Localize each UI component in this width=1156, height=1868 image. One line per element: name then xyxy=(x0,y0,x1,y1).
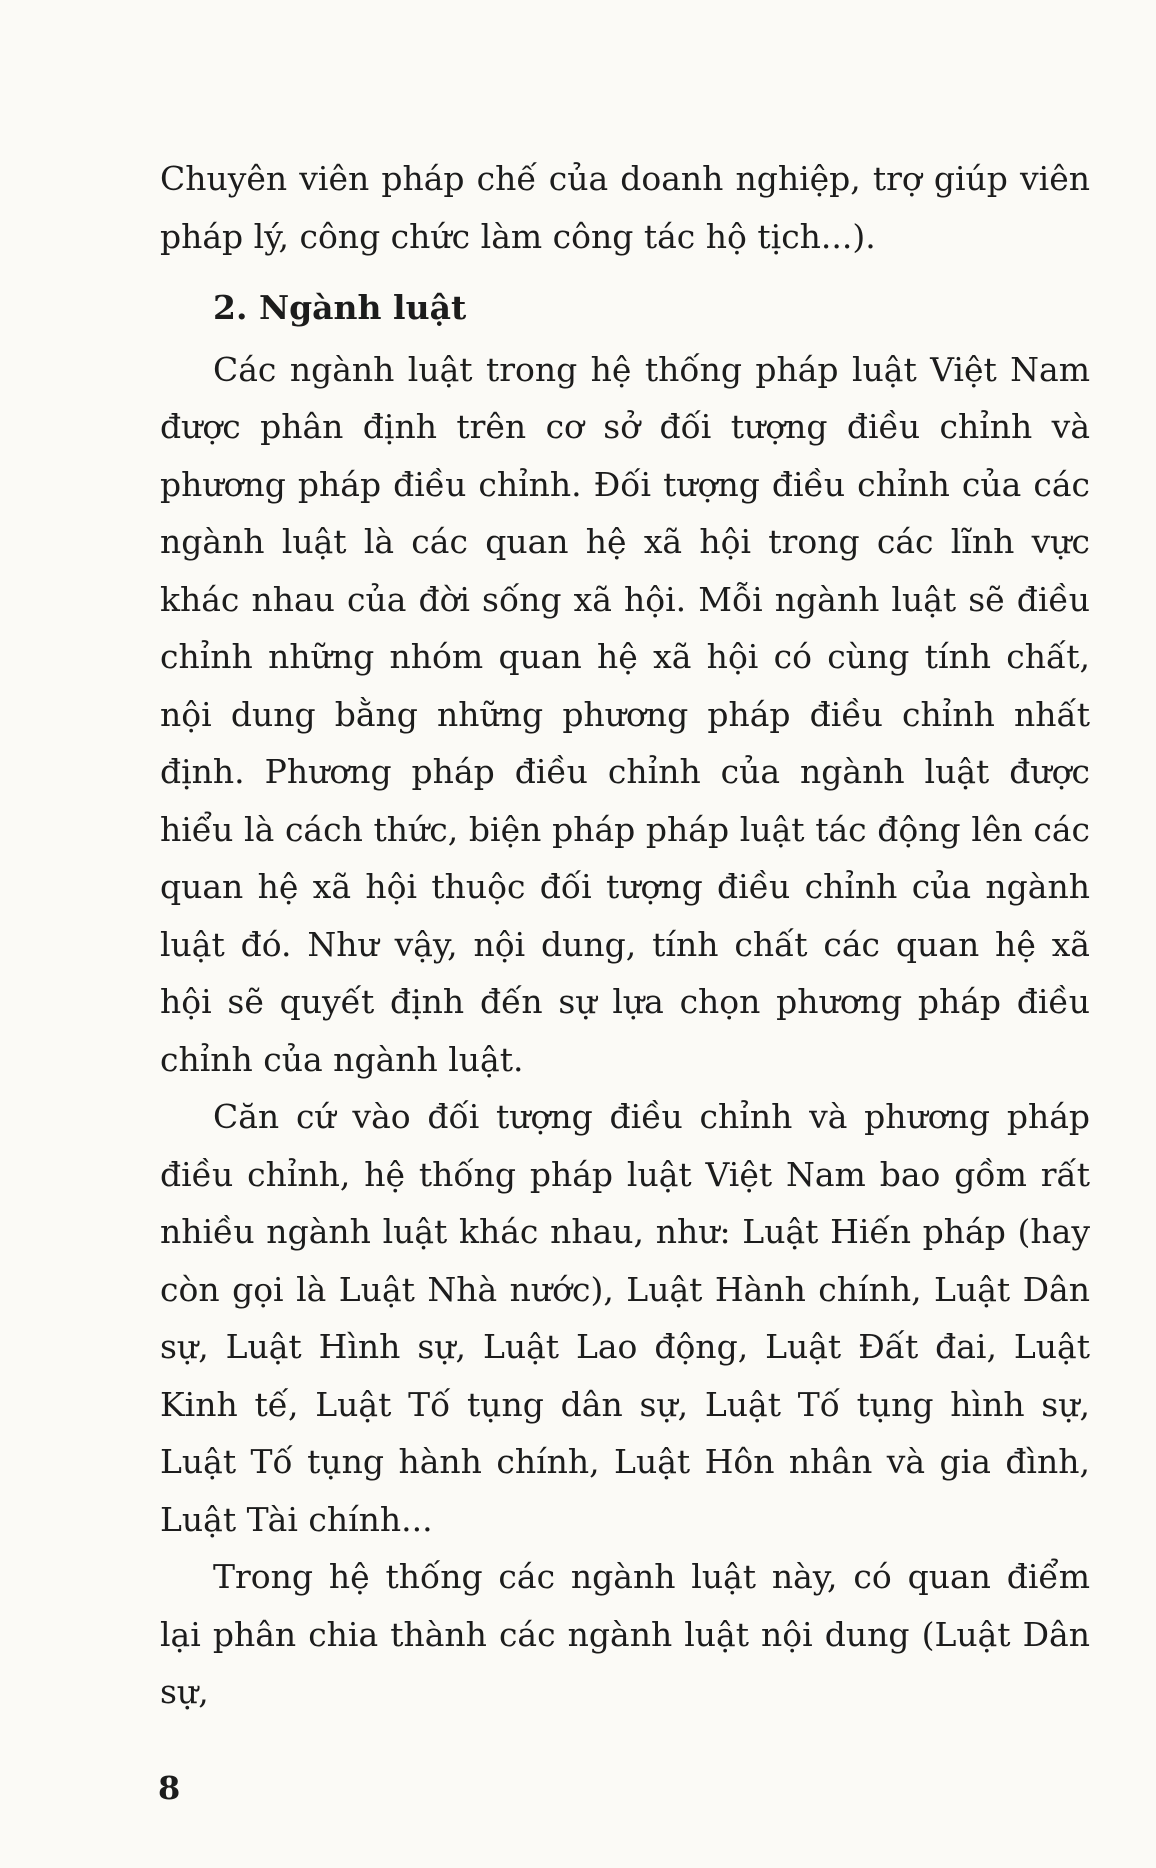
section-heading: 2. Ngành luật xyxy=(213,288,467,327)
paragraph: Trong hệ thống các ngành luật này, có quan điểm lại phân chia thành các ngành luật nội dung (Luật Dân sự, xyxy=(160,1557,1090,1711)
page-number: 8 xyxy=(158,1769,181,1807)
continuation-text: Chuyên viên pháp chế của doanh nghiệp, trợ giúp viên pháp lý, công chức làm công tác hộ tịch...). xyxy=(160,159,1090,256)
paragraph: Các ngành luật trong hệ thống pháp luật Việt Nam được phân định trên cơ sở đối tượng điều chỉnh và phương pháp điều chỉnh. Đối tượng điều chỉnh của các ngành luật là các quan hệ xã hội trong các lĩnh vực khác nhau của đời sống xã hội. Mỗi ngành luật sẽ điều chỉnh những nhóm quan hệ xã hội có cùng tính chất, nội dung bằng những phương pháp điều chỉnh nhất định. Phương pháp điều chỉnh của ngành luật được hiểu là cách thức, biện pháp pháp luật tác động lên các quan hệ xã hội thuộc đối tượng điều chỉnh của ngành luật đó. Như vậy, nội dung, tính chất các quan hệ xã hội sẽ quyết định đến sự lựa chọn phương pháp điều chỉnh của ngành luật. xyxy=(160,349,1090,1079)
paragraph: Căn cứ vào đối tượng điều chỉnh và phương pháp điều chỉnh, hệ thống pháp luật Việt Nam bao gồm rất nhiều ngành luật khác nhau, như: Luật Hiến pháp (hay còn gọi là Luật Nhà nước), Luật Hành chính, Luật Dân sự, Luật Hình sự, Luật Lao động, Luật Đất đai, Luật Kinh tế, Luật Tố tụng dân sự, Luật Tố tụng hình sự, Luật Tố tụng hành chính, Luật Hôn nhân và gia đình, Luật Tài chính... xyxy=(160,1097,1090,1539)
page-text xyxy=(160,150,1090,1721)
